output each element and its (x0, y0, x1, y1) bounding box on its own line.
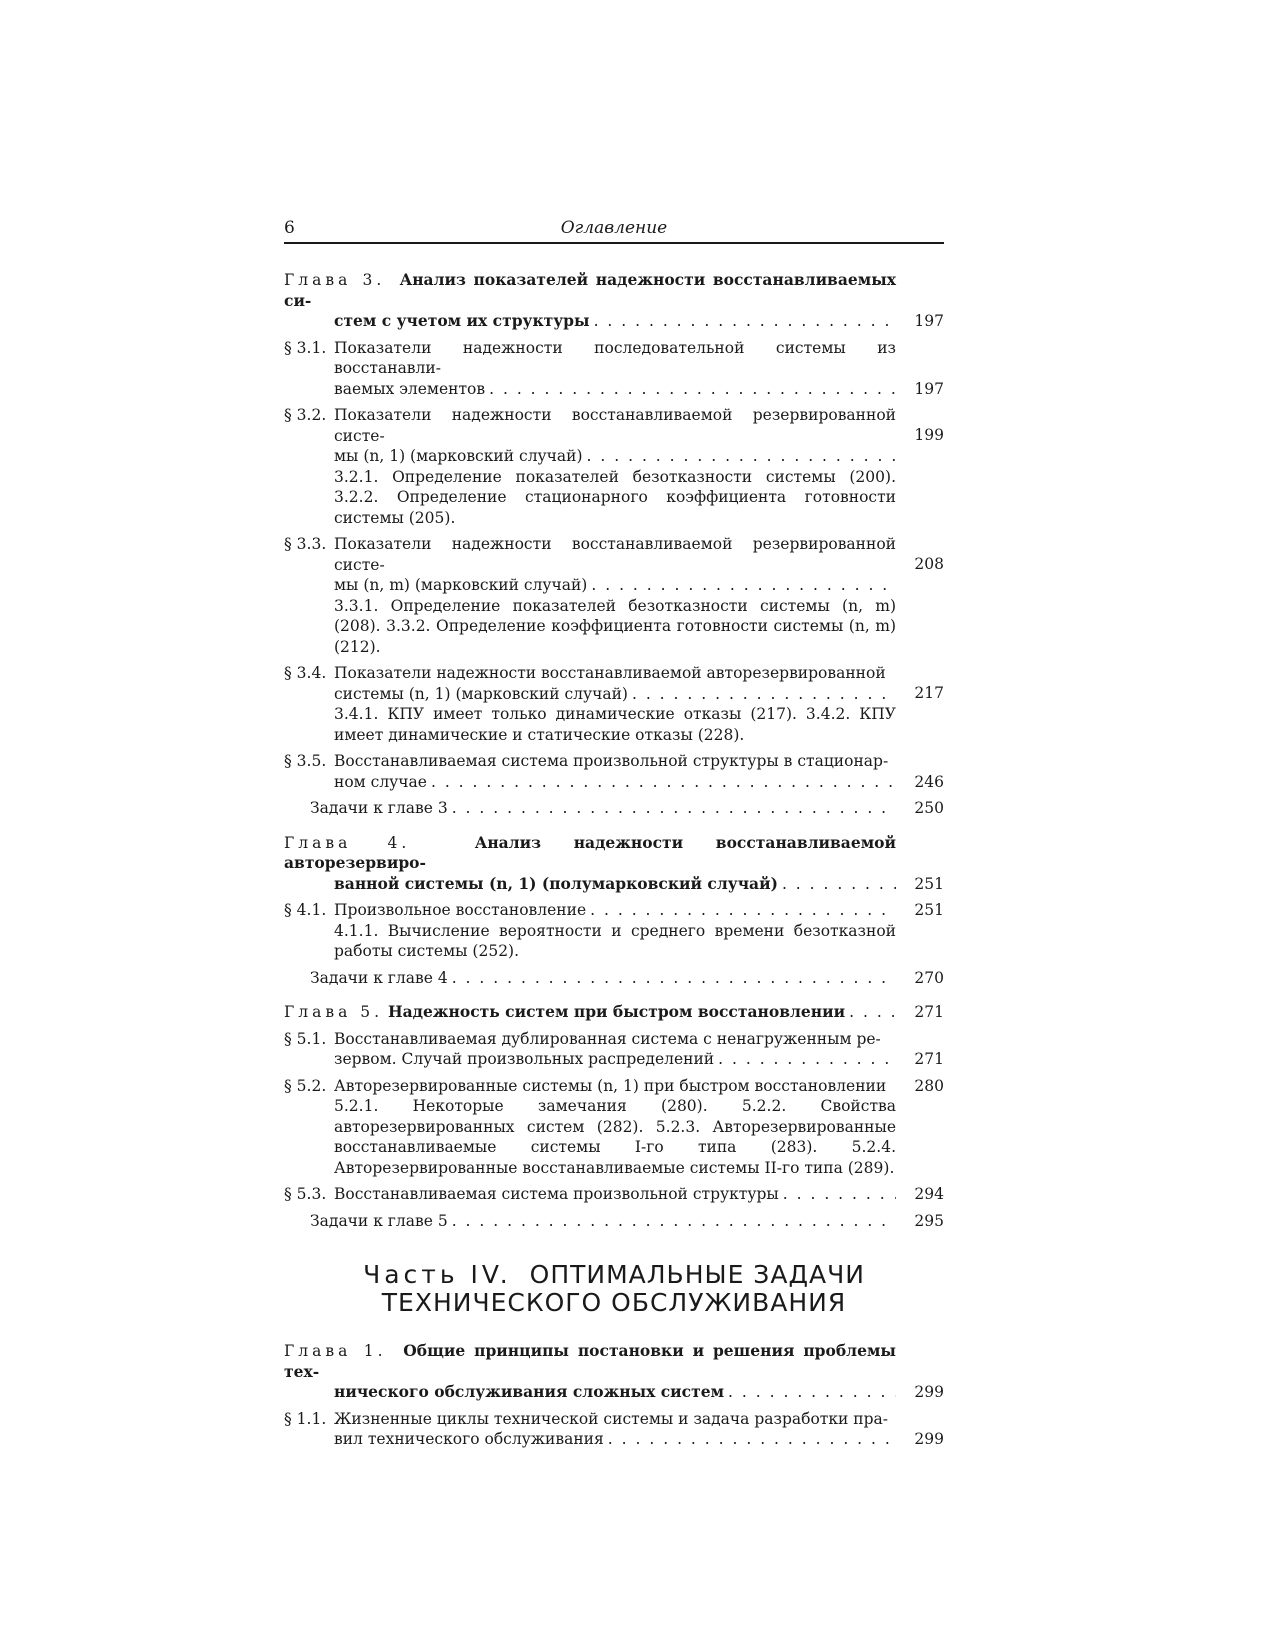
part-heading (284, 1261, 944, 1317)
section-title: Показатели надежности восстанавливаемой резервированной систе- (334, 406, 896, 445)
leader-dots (718, 1049, 896, 1070)
page-ref: 270 (914, 968, 944, 987)
section-title: Произвольное восстановление (334, 901, 587, 919)
section-number: § 3.3. (284, 535, 327, 553)
page-ref: 199 (914, 426, 944, 444)
section-title-cont: мы (n, 1) (марковский случай) (334, 447, 583, 465)
leader-dots (608, 1429, 896, 1450)
page-ref: 299 (914, 1430, 944, 1448)
leader-dots (594, 311, 896, 332)
section-title-cont: мы (n, m) (марковский случай) (334, 576, 588, 594)
leader-dots (489, 379, 896, 400)
leader-dots (452, 798, 896, 819)
toc-section-3-5[interactable] (284, 751, 944, 792)
page-ref: 208 (914, 555, 944, 573)
leader-dots (590, 900, 896, 921)
subsection-list: 5.2.1. Некоторые замечания (280). 5.2.2. Свойства авторезервированных систем (282). 5.2.3. Авторезервированные восстанавливаемые системы I-го типа (283). 5.2.4. Авторезервированные восстанавливаемые системы II-го типа (289). (334, 1097, 896, 1177)
section-number: § 4.1. (284, 901, 327, 919)
toc-problems-4[interactable] (284, 968, 944, 989)
chapter-title-cont: ванной системы (n, 1) (полумарковский случай) (334, 873, 778, 893)
chapter-label: Глава 1. (284, 1342, 387, 1360)
section-title: Восстанавливаемая дублированная система с ненагруженным ре- (334, 1029, 881, 1048)
section-number: § 1.1. (284, 1409, 327, 1428)
leader-dots (452, 1211, 896, 1232)
page-ref: 251 (914, 901, 944, 919)
section-title: Показатели надежности последовательной системы из восстанавли- (334, 338, 896, 377)
subsection-list: 3.2.1. Определение показателей безотказности системы (200). 3.2.2. Определение стационарного коэффициента готовности системы (205). (334, 467, 896, 527)
table-of-contents (284, 270, 944, 1450)
section-title: Показатели надежности восстанавливаемой резервированной систе- (334, 535, 896, 574)
part-title-line1: ОПТИМАЛЬНЫЕ ЗАДАЧИ (529, 1260, 865, 1289)
toc-section-4-1[interactable] (284, 900, 944, 962)
leader-dots (587, 446, 896, 467)
subsection-list: 4.1.1. Вычисление вероятности и среднего времени безотказной работы системы (252). (334, 921, 896, 960)
section-title-cont: зервом. Случай произвольных распределений (334, 1050, 715, 1068)
leader-dots (431, 772, 896, 793)
page-ref: 250 (914, 799, 944, 817)
page-ref: 299 (914, 1383, 944, 1401)
section-title: Авторезервированные системы (n, 1) при быстром восстановлении (334, 1076, 887, 1095)
toc-section-5-1[interactable] (284, 1029, 944, 1070)
subsection-list: 3.3.1. Определение показателей безотказности системы (n, m) (208). 3.3.2. Определение коэффициента готовности системы (n, m) (212). (334, 596, 896, 656)
leader-dots (728, 1382, 896, 1403)
page-ref: 246 (914, 772, 944, 791)
page-number: 6 (284, 218, 295, 238)
problems-title: Задачи к главе 3 (310, 799, 448, 817)
chapter-title-cont: стем с учетом их структуры (334, 311, 590, 330)
page-ref: 271 (914, 1003, 944, 1021)
toc-chapter-3[interactable] (284, 270, 944, 332)
page-ref: 197 (914, 379, 944, 398)
toc-section-5-2[interactable] (284, 1076, 944, 1179)
toc-section-3-4[interactable] (284, 663, 944, 745)
book-page (284, 216, 944, 1456)
page-ref: 217 (914, 684, 944, 702)
problems-title: Задачи к главе 5 (310, 1211, 448, 1230)
toc-part4-chapter-1[interactable] (284, 1341, 944, 1403)
toc-section-3-1[interactable] (284, 338, 944, 400)
leader-dots (782, 874, 896, 895)
part-label: Часть IV. (363, 1260, 512, 1289)
leader-dots (849, 1002, 896, 1023)
chapter-label: Глава 4. (284, 833, 411, 852)
page-ref: 251 (914, 874, 944, 893)
section-title-cont: системы (n, 1) (марковский случай) (334, 684, 628, 703)
toc-section-5-3[interactable] (284, 1184, 944, 1205)
section-number: § 5.1. (284, 1029, 327, 1048)
toc-problems-3[interactable] (284, 798, 944, 819)
section-title: Жизненные циклы технической системы и задача разработки пра- (334, 1409, 889, 1428)
section-number: § 5.2. (284, 1076, 327, 1095)
chapter-title: Общие принципы постановки и решения проблемы тех- (284, 1341, 896, 1381)
section-number: § 3.2. (284, 406, 327, 424)
problems-title: Задачи к главе 4 (310, 968, 448, 987)
toc-chapter-5[interactable] (284, 1002, 944, 1023)
chapter-title: Анализ показателей надежности восстанавливаемых си- (284, 270, 896, 310)
page-ref: 280 (914, 1076, 944, 1095)
leader-dots (783, 1184, 896, 1205)
section-number: § 3.4. (284, 664, 327, 682)
part-title-line2: ТЕХНИЧЕСКОГО ОБСЛУЖИВАНИЯ (381, 1288, 847, 1317)
running-header (284, 216, 944, 244)
leader-dots (452, 968, 896, 989)
section-title: Восстанавливаемая система произвольной структуры (334, 1185, 779, 1203)
chapter-title: Анализ надежности восстанавливаемой авторезервиро- (284, 832, 896, 872)
section-number: § 5.3. (284, 1185, 327, 1203)
chapter-label: Глава 5. (284, 1003, 384, 1021)
chapter-title-cont: нического обслуживания сложных систем (334, 1382, 725, 1401)
toc-section-3-2[interactable] (284, 405, 944, 528)
section-title: Показатели надежности восстанавливаемой авторезервированной (334, 664, 886, 682)
section-number: § 3.5. (284, 752, 327, 770)
section-title-cont: вил технического обслуживания (334, 1430, 604, 1448)
chapter-label: Глава 3. (284, 271, 386, 289)
toc-problems-5[interactable] (284, 1211, 944, 1232)
page-ref: 294 (914, 1185, 944, 1203)
section-title-cont: ваемых элементов (334, 379, 486, 398)
running-title: Оглавление (560, 218, 668, 238)
leader-dots (632, 684, 896, 705)
section-title-cont: ном случае (334, 772, 427, 791)
subsection-list: 3.4.1. КПУ имеет только динамические отказы (217). 3.4.2. КПУ имеет динамические и статические отказы (228). (334, 705, 896, 744)
page-ref: 197 (914, 312, 944, 330)
toc-section-3-3[interactable] (284, 534, 944, 657)
toc-chapter-4[interactable] (284, 833, 944, 895)
leader-dots (591, 575, 896, 596)
toc-part4-section-1-1[interactable] (284, 1409, 944, 1450)
page-ref: 295 (914, 1211, 944, 1230)
chapter-title: Надежность систем при быстром восстановлении (387, 1002, 846, 1021)
section-title: Восстанавливаемая система произвольной структуры в стационар- (334, 752, 889, 770)
page-ref: 271 (914, 1050, 944, 1068)
section-number: § 3.1. (284, 338, 327, 357)
